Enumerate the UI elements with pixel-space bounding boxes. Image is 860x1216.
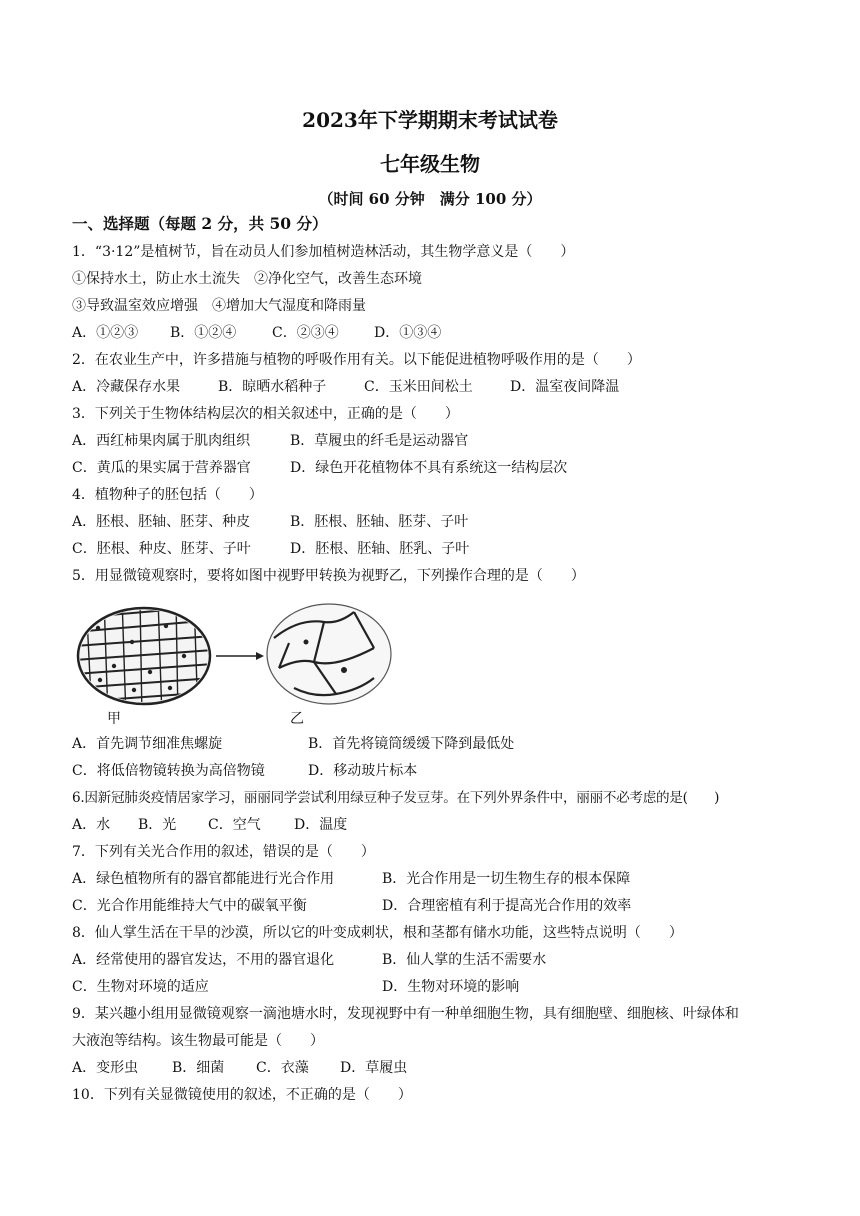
q1-statement-1: ①保持水土，防止水土流失 ②净化空气，改善生态环境 xyxy=(72,271,422,287)
q2-option-b: B．晾晒水稻种子 xyxy=(218,379,327,395)
q7-option-c: C．光合作用能维持大气中的碳氧平衡 xyxy=(72,898,307,914)
q3-option-b: B．草履虫的纤毛是运动器官 xyxy=(290,433,469,449)
q8-options-row2 xyxy=(72,977,519,997)
q6-stem: 6.因新冠肺炎疫情居家学习，丽丽同学尝试利用绿豆种子发豆芽。在下列外界条件中，丽丽不必考虑的是( ) xyxy=(72,790,720,806)
q7-stem: 7．下列有关光合作用的叙述，错误的是（ ） xyxy=(72,844,375,860)
q1-option-d: D．①③④ xyxy=(374,325,442,341)
q6-option-d: D．温度 xyxy=(294,817,348,833)
microscope-view-figure xyxy=(74,598,414,718)
q7-option-d: D．合理密植有利于提高光合作用的效率 xyxy=(382,898,632,914)
q2-stem: 2．在农业生产中，许多措施与植物的呼吸作用有关。以下能促进植物呼吸作用的是（ ） xyxy=(72,352,641,368)
q9-option-d: D．草履虫 xyxy=(340,1060,408,1076)
q9-stem-line1: 9．某兴趣小组用显微镜观察一滴池塘水时，发现视野中有一种单细胞生物，具有细胞壁、细胞核、叶绿体和 xyxy=(72,1006,739,1022)
q8-option-a: A．经常使用的器官发达，不用的器官退化 xyxy=(72,952,335,968)
q1-stem: 1．“3·12”是植树节，旨在动员人们参加植树造林活动，其生物学意义是（ ） xyxy=(72,244,575,260)
q9-option-c: C．衣藻 xyxy=(256,1060,309,1076)
q5-option-c: C．将低倍物镜转换为高倍物镜 xyxy=(72,763,265,779)
q2-options xyxy=(72,377,619,397)
q6-option-a: A．水 xyxy=(72,817,111,833)
q5-option-b: B．首先将镜筒缓缓下降到最低处 xyxy=(308,736,515,752)
figure-label-jia: 甲 xyxy=(107,711,121,727)
q8-option-b: B．仙人掌的生活不需要水 xyxy=(382,952,547,968)
q7-options-row1 xyxy=(72,869,630,889)
q6-option-b: B．光 xyxy=(138,817,177,833)
q2-option-a: A．冷藏保存水果 xyxy=(72,379,181,395)
q4-options-row1 xyxy=(72,512,468,532)
q1-options xyxy=(72,323,441,343)
q1-statement-2: ③导致温室效应增强 ④增加大气湿度和降雨量 xyxy=(72,298,366,314)
q9-option-a: A．变形虫 xyxy=(72,1060,139,1076)
q10-stem: 10．下列有关显微镜使用的叙述，不正确的是（ ） xyxy=(72,1087,412,1103)
view-jia-image xyxy=(74,598,214,718)
q6-options xyxy=(72,815,347,835)
exam-info: （时间 60 分钟 满分 100 分） xyxy=(318,190,542,208)
q4-options-row2 xyxy=(72,539,469,559)
q6-option-c: C．空气 xyxy=(208,817,261,833)
section-heading: 一、选择题（每题 2 分，共 50 分） xyxy=(72,214,328,233)
q3-stem: 3．下列关于生物体结构层次的相关叙述中，正确的是（ ） xyxy=(72,406,459,422)
q1-option-a: A．①②③ xyxy=(72,325,139,341)
q3-option-c: C．黄瓜的果实属于营养器官 xyxy=(72,460,251,476)
q5-option-d: D．移动玻片标本 xyxy=(308,763,418,779)
q4-option-d: D．胚根、胚轴、胚乳、子叶 xyxy=(290,541,470,557)
q5-options-row2 xyxy=(72,761,417,781)
q4-option-c: C．胚根、种皮、胚芽、子叶 xyxy=(72,541,251,557)
q5-option-a: A．首先调节细准焦螺旋 xyxy=(72,736,223,752)
q2-option-d: D．温室夜间降温 xyxy=(510,379,620,395)
q4-option-a: A．胚根、胚轴、胚芽、种皮 xyxy=(72,514,251,530)
q5-options-row1 xyxy=(72,734,514,754)
q8-stem: 8．仙人掌生活在干旱的沙漠，所以它的叶变成刺状，根和茎都有储水功能，这些特点说明（ ） xyxy=(72,925,683,941)
q9-option-b: B．细菌 xyxy=(172,1060,225,1076)
q1-option-c: C．②③④ xyxy=(272,325,339,341)
q7-option-b: B．光合作用是一切生物生存的根本保障 xyxy=(382,871,631,887)
q3-option-d: D．绿色开花植物体不具有系统这一结构层次 xyxy=(290,460,568,476)
q4-stem: 4．植物种子的胚包括（ ） xyxy=(72,487,263,503)
q7-option-a: A．绿色植物所有的器官都能进行光合作用 xyxy=(72,871,335,887)
q8-options-row1 xyxy=(72,950,546,970)
exam-title: 2023年下学期期末考试试卷 xyxy=(302,108,558,132)
exam-subject: 七年级生物 xyxy=(380,152,480,176)
q9-options xyxy=(72,1058,407,1078)
q5-stem: 5．用显微镜观察时，要将如图中视野甲转换为视野乙，下列操作合理的是（ ） xyxy=(72,568,585,584)
q4-option-b: B．胚根、胚轴、胚芽、子叶 xyxy=(290,514,469,530)
q3-option-a: A．西红柿果肉属于肌肉组织 xyxy=(72,433,251,449)
figure-label-yi: 乙 xyxy=(290,711,304,727)
transition-arrow xyxy=(216,652,264,660)
q8-option-c: C．生物对环境的适应 xyxy=(72,979,209,995)
view-yi-image xyxy=(267,604,391,704)
q8-option-d: D．生物对环境的影响 xyxy=(382,979,520,995)
q2-option-c: C．玉米田间松土 xyxy=(364,379,473,395)
q3-options-row1 xyxy=(72,431,468,451)
q9-stem-line2: 大液泡等结构。该生物最可能是（ ） xyxy=(72,1033,324,1049)
q3-options-row2 xyxy=(72,458,567,478)
q7-options-row2 xyxy=(72,896,631,916)
q1-option-b: B．①②④ xyxy=(170,325,237,341)
